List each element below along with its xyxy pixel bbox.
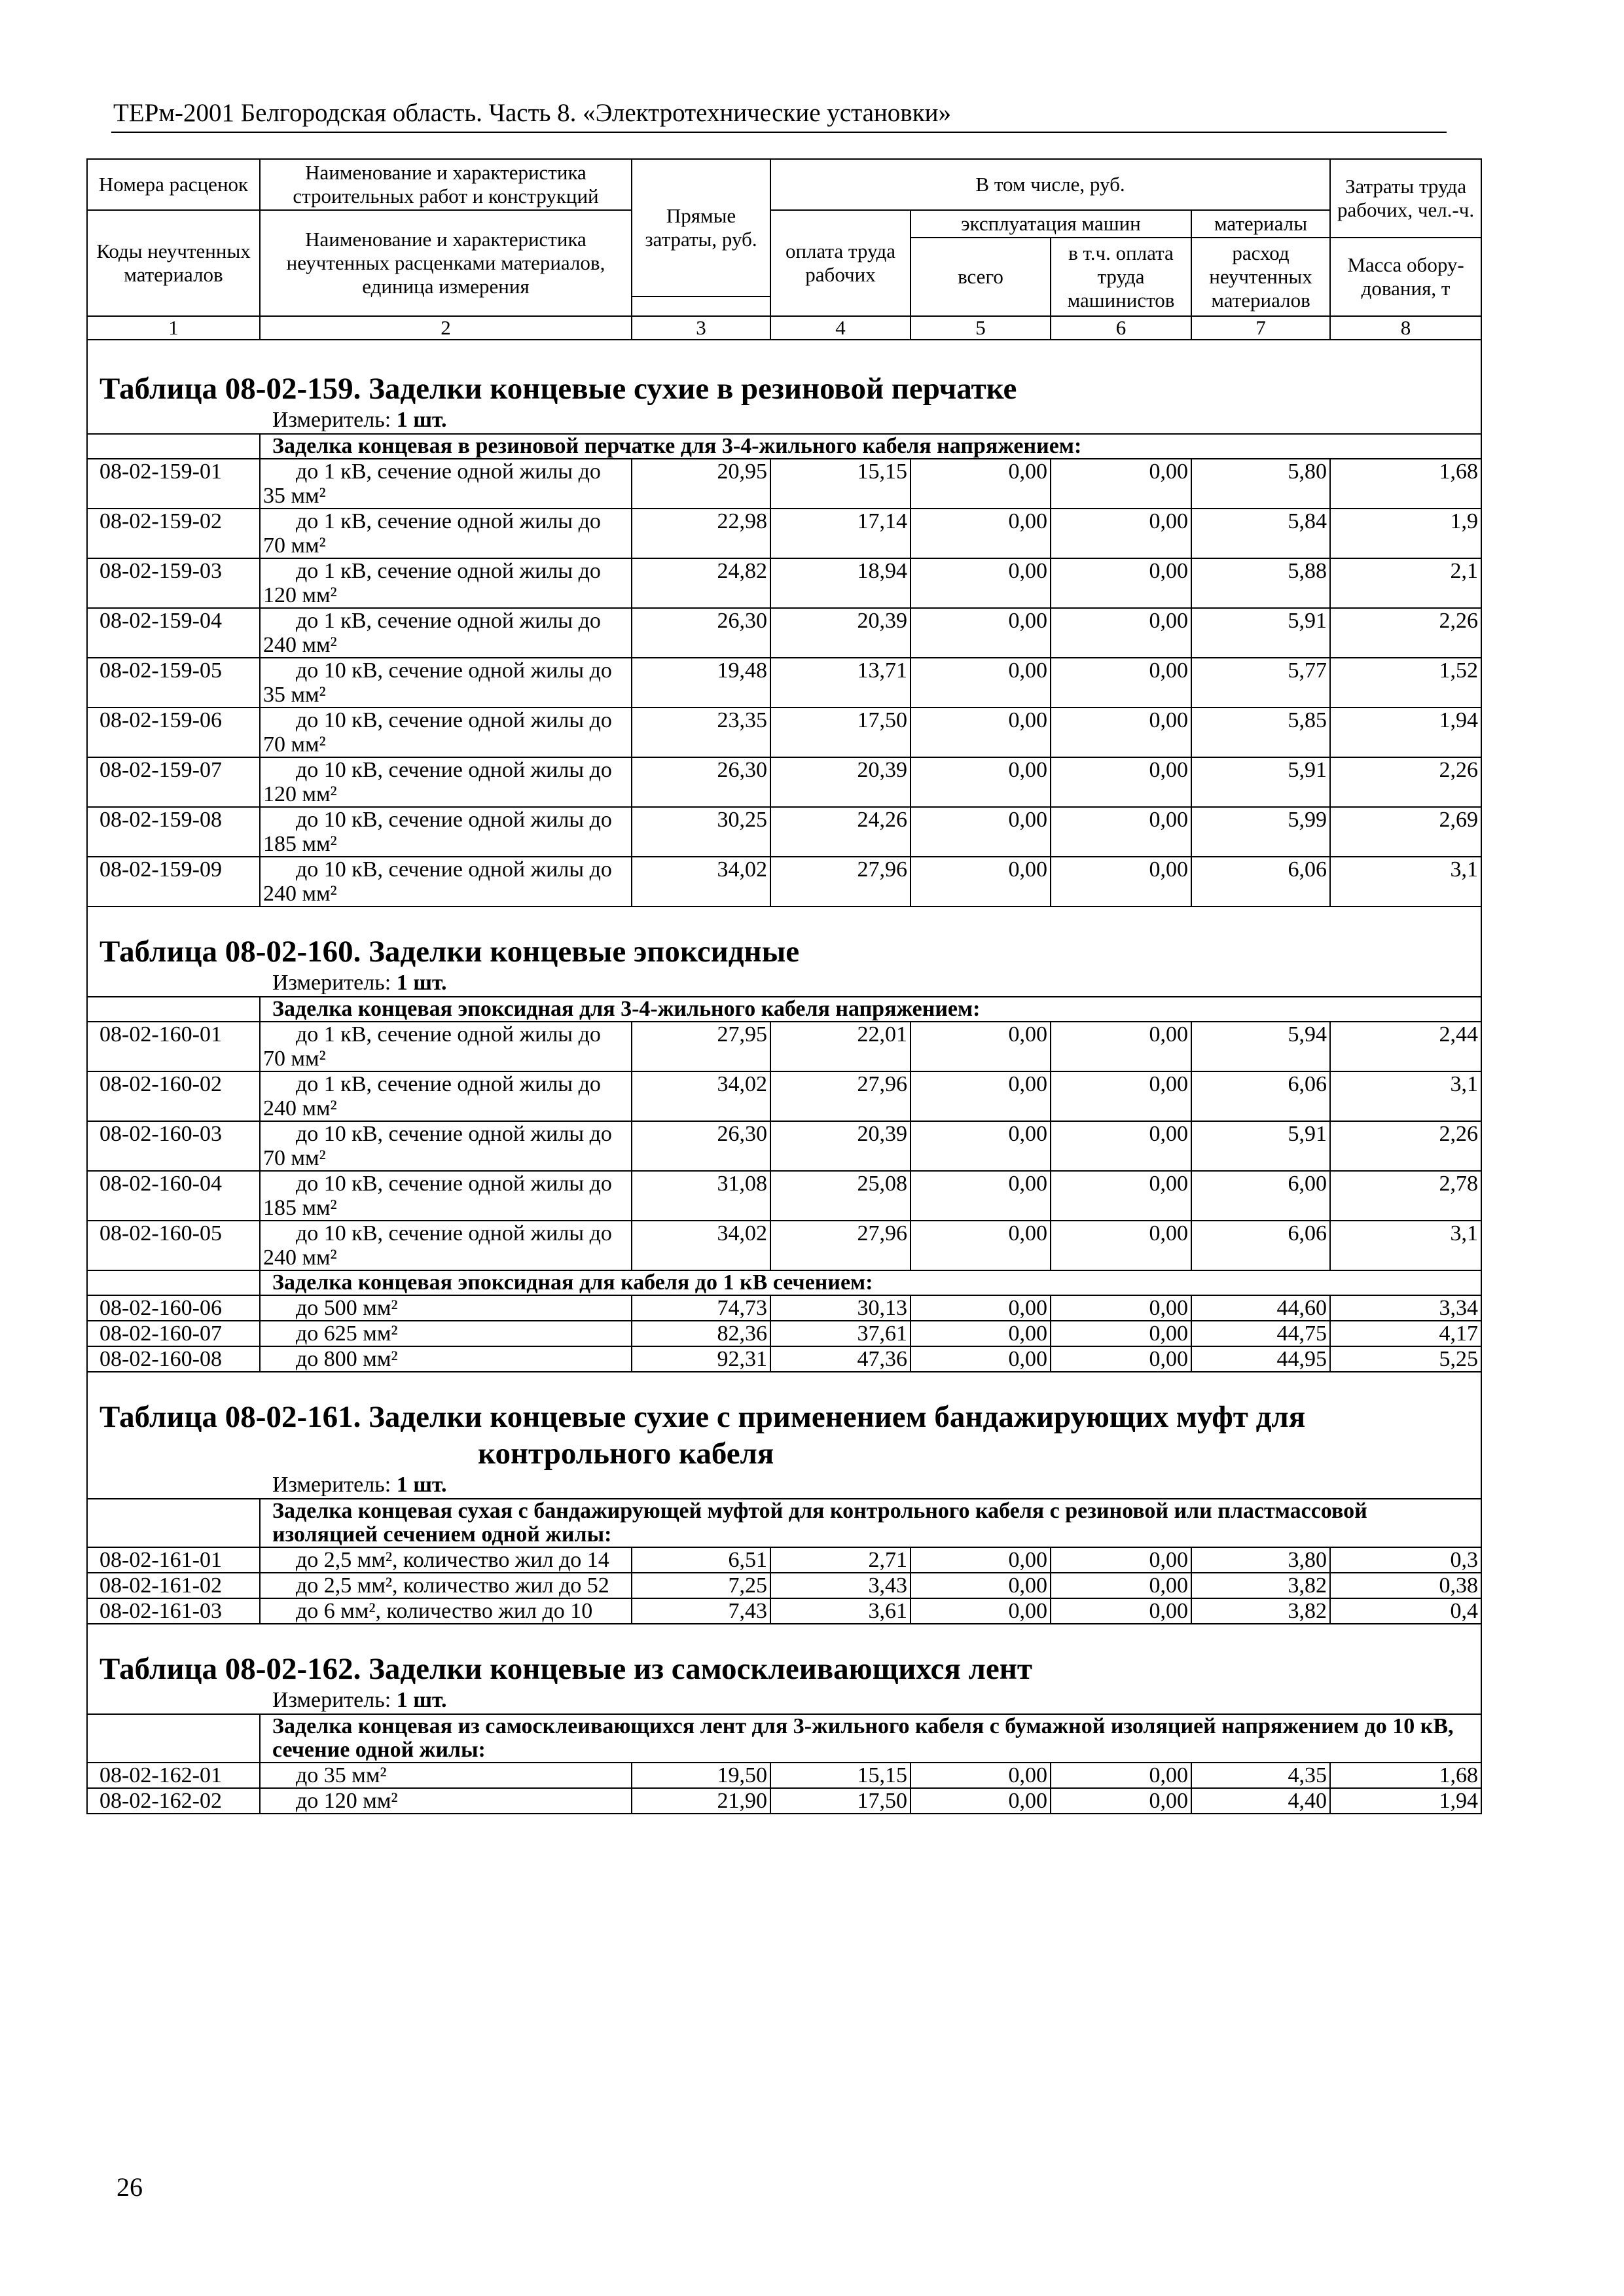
measure-unit-label: Измеритель: — [272, 408, 391, 432]
oplata-truda-value: 47,36 — [770, 1346, 911, 1372]
oplata-truda-value: 17,14 — [770, 509, 911, 558]
zatraty-truda-value: 3,1 — [1330, 1221, 1481, 1270]
zatraty-truda-value: 2,26 — [1330, 757, 1481, 807]
rashod-materialov-value: 4,35 — [1191, 1763, 1330, 1788]
rate-code: 08-02-160-08 — [87, 1346, 260, 1372]
oplata-mashinistov-value: 0,00 — [1051, 1788, 1191, 1814]
oplata-mashinistov-value: 0,00 — [1051, 1573, 1191, 1598]
ekspluataciya-vsego-value: 0,00 — [911, 1573, 1051, 1598]
work-name: до 10 кВ, сечение одной жилы до 185 мм² — [260, 1171, 632, 1221]
section-title-cell — [87, 1399, 1481, 1499]
oplata-truda-value: 15,15 — [770, 1763, 911, 1788]
rate-code: 08-02-160-03 — [87, 1121, 260, 1171]
rate-code: 08-02-159-01 — [87, 459, 260, 509]
group-row — [87, 1499, 1481, 1547]
table-row — [87, 1346, 1481, 1372]
group-code-cell — [87, 1270, 260, 1295]
oplata-truda-value: 17,50 — [770, 708, 911, 757]
col-number: 7 — [1191, 316, 1330, 340]
rashod-materialov-value: 6,00 — [1191, 1171, 1330, 1221]
ekspluataciya-vsego-value: 0,00 — [911, 1547, 1051, 1573]
zatraty-truda-value: 0,4 — [1330, 1598, 1481, 1624]
zatraty-truda-value: 2,26 — [1330, 1121, 1481, 1171]
table-row — [87, 1321, 1481, 1346]
table-row — [87, 1295, 1481, 1321]
zatraty-truda-value: 0,3 — [1330, 1547, 1481, 1573]
oplata-mashinistov-value: 0,00 — [1051, 807, 1191, 857]
section-spacer — [87, 1624, 1481, 1651]
work-name: до 120 мм² — [260, 1788, 632, 1814]
table-row — [87, 1573, 1481, 1598]
col-number: 8 — [1330, 316, 1481, 340]
rate-code: 08-02-160-01 — [87, 1022, 260, 1071]
oplata-truda-value: 3,61 — [770, 1598, 911, 1624]
rate-code: 08-02-159-05 — [87, 658, 260, 708]
rashod-materialov-value: 5,77 — [1191, 658, 1330, 708]
rate-code: 08-02-159-03 — [87, 558, 260, 608]
rate-code: 08-02-161-02 — [87, 1573, 260, 1598]
th-pryamye-zatraty: Прямые затраты, руб. — [632, 159, 770, 296]
pryamye-zatraty-value: 21,90 — [632, 1788, 770, 1814]
rashod-materialov-value: 5,88 — [1191, 558, 1330, 608]
rashod-materialov-value: 44,60 — [1191, 1295, 1330, 1321]
th-vsego: всего — [911, 238, 1051, 316]
ekspluataciya-vsego-value: 0,00 — [911, 1071, 1051, 1121]
ekspluataciya-vsego-value: 0,00 — [911, 1295, 1051, 1321]
zatraty-truda-value: 3,34 — [1330, 1295, 1481, 1321]
work-name: до 10 кВ, сечение одной жилы до 120 мм² — [260, 757, 632, 807]
th-zatraty-truda: Затраты труда рабочих, чел.-ч. — [1330, 159, 1481, 238]
work-name: до 800 мм² — [260, 1346, 632, 1372]
work-name: до 625 мм² — [260, 1321, 632, 1346]
oplata-truda-value: 37,61 — [770, 1321, 911, 1346]
group-code-cell — [87, 997, 260, 1022]
ekspluataciya-vsego-value: 0,00 — [911, 558, 1051, 608]
col-number: 2 — [260, 316, 632, 340]
work-name: до 500 мм² — [260, 1295, 632, 1321]
oplata-truda-value: 22,01 — [770, 1022, 911, 1071]
rashod-materialov-value: 4,40 — [1191, 1788, 1330, 1814]
group-subtitle: Заделка концевая в резиновой перчатке для 3-4-жильного кабеля напряжением: — [260, 434, 1481, 459]
pryamye-zatraty-value: 31,08 — [632, 1171, 770, 1221]
ekspluataciya-vsego-value: 0,00 — [911, 708, 1051, 757]
oplata-mashinistov-value: 0,00 — [1051, 558, 1191, 608]
oplata-mashinistov-value: 0,00 — [1051, 1346, 1191, 1372]
ekspluataciya-vsego-value: 0,00 — [911, 757, 1051, 807]
rate-code: 08-02-159-04 — [87, 608, 260, 658]
group-code-cell — [87, 1499, 260, 1547]
col-number: 6 — [1051, 316, 1191, 340]
group-subtitle: Заделка концевая эпоксидная для кабеля до 1 кВ сечением: — [260, 1270, 1481, 1295]
pryamye-zatraty-value: 92,31 — [632, 1346, 770, 1372]
oplata-truda-value: 30,13 — [770, 1295, 911, 1321]
work-name: до 10 кВ, сечение одной жилы до 240 мм² — [260, 1221, 632, 1270]
oplata-mashinistov-value: 0,00 — [1051, 1547, 1191, 1573]
oplata-mashinistov-value: 0,00 — [1051, 459, 1191, 509]
rashod-materialov-value: 5,91 — [1191, 757, 1330, 807]
section-title-line2: контрольного кабеля — [478, 1437, 774, 1471]
th-oplata-truda: оплата труда рабочих — [770, 210, 911, 316]
measure-unit — [88, 1687, 1481, 1713]
work-name: до 2,5 мм², количество жил до 14 — [260, 1547, 632, 1573]
table-row — [87, 757, 1481, 807]
th-kody: Коды неучтенных материалов — [87, 210, 260, 316]
ekspluataciya-vsego-value: 0,00 — [911, 1121, 1051, 1171]
rate-code: 08-02-159-07 — [87, 757, 260, 807]
zatraty-truda-value: 1,68 — [1330, 459, 1481, 509]
rashod-materialov-value: 44,75 — [1191, 1321, 1330, 1346]
col-number: 5 — [911, 316, 1051, 340]
table-row — [87, 1171, 1481, 1221]
pryamye-zatraty-value: 7,43 — [632, 1598, 770, 1624]
oplata-truda-value: 17,50 — [770, 1788, 911, 1814]
work-name: до 1 кВ, сечение одной жилы до 35 мм² — [260, 459, 632, 509]
section-title — [88, 933, 1481, 970]
pryamye-zatraty-value: 27,95 — [632, 1022, 770, 1071]
measure-unit-label: Измеритель: — [272, 1688, 391, 1712]
pryamye-zatraty-value: 24,82 — [632, 558, 770, 608]
oplata-mashinistov-value: 0,00 — [1051, 1022, 1191, 1071]
rate-code: 08-02-160-04 — [87, 1171, 260, 1221]
oplata-mashinistov-value: 0,00 — [1051, 708, 1191, 757]
group-subtitle: Заделка концевая из самосклеивающихся лент для 3-жильного кабеля с бумажной изоляцией напряжением до 10 кВ, сечение одной жилы: — [260, 1714, 1481, 1763]
table-row — [87, 1121, 1481, 1171]
pryamye-zatraty-value: 34,02 — [632, 1221, 770, 1270]
measure-unit-value: 1 шт. — [396, 1688, 447, 1712]
oplata-truda-value: 27,96 — [770, 857, 911, 906]
pryamye-zatraty-value: 23,35 — [632, 708, 770, 757]
oplata-truda-value: 15,15 — [770, 459, 911, 509]
group-row — [87, 1270, 1481, 1295]
pryamye-zatraty-value: 34,02 — [632, 1071, 770, 1121]
rashod-materialov-value: 3,80 — [1191, 1547, 1330, 1573]
section-title-cell — [87, 933, 1481, 997]
oplata-truda-value: 24,26 — [770, 807, 911, 857]
group-code-cell — [87, 434, 260, 459]
work-name: до 1 кВ, сечение одной жилы до 240 мм² — [260, 1071, 632, 1121]
ekspluataciya-vsego-value: 0,00 — [911, 459, 1051, 509]
group-subtitle: Заделка концевая эпоксидная для 3-4-жильного кабеля напряжением: — [260, 997, 1481, 1022]
oplata-truda-value: 20,39 — [770, 608, 911, 658]
ekspluataciya-vsego-value: 0,00 — [911, 658, 1051, 708]
oplata-mashinistov-value: 0,00 — [1051, 1071, 1191, 1121]
ekspluataciya-vsego-value: 0,00 — [911, 1171, 1051, 1221]
pryamye-zatraty-value: 82,36 — [632, 1321, 770, 1346]
pryamye-zatraty-value: 19,48 — [632, 658, 770, 708]
work-name: до 35 мм² — [260, 1763, 632, 1788]
work-name: до 10 кВ, сечение одной жилы до 240 мм² — [260, 857, 632, 906]
rate-code: 08-02-160-07 — [87, 1321, 260, 1346]
oplata-mashinistov-value: 0,00 — [1051, 857, 1191, 906]
oplata-mashinistov-value: 0,00 — [1051, 1763, 1191, 1788]
th-materialy: материалы — [1191, 210, 1330, 238]
table-row — [87, 658, 1481, 708]
ekspluataciya-vsego-value: 0,00 — [911, 1221, 1051, 1270]
work-name: до 10 кВ, сечение одной жилы до 70 мм² — [260, 1121, 632, 1171]
section-title-text: Таблица 08-02-159. Заделки концевые сухие в резиновой перчатке — [99, 372, 1017, 406]
rate-code: 08-02-161-01 — [87, 1547, 260, 1573]
section-spacer — [87, 906, 1481, 933]
section-title — [88, 1399, 1481, 1472]
work-name: до 1 кВ, сечение одной жилы до 70 мм² — [260, 509, 632, 558]
zatraty-truda-value: 1,94 — [1330, 1788, 1481, 1814]
section-title-text: Таблица 08-02-161. Заделки концевые сухие с применением бандажирующих муфт для — [99, 1400, 1306, 1434]
section-spacer — [87, 340, 1481, 370]
rashod-materialov-value: 6,06 — [1191, 1221, 1330, 1270]
pryamye-zatraty-value: 6,51 — [632, 1547, 770, 1573]
section-spacer — [87, 1372, 1481, 1399]
group-row — [87, 997, 1481, 1022]
rashod-materialov-value: 5,99 — [1191, 807, 1330, 857]
table-row — [87, 857, 1481, 906]
group-row — [87, 1714, 1481, 1763]
rashod-materialov-value: 44,95 — [1191, 1346, 1330, 1372]
table-row — [87, 1547, 1481, 1573]
th-naim-materialov: Наименование и характеристика неучтенных расценками материалов, единица измерения — [260, 210, 632, 316]
rashod-materialov-value: 3,82 — [1191, 1573, 1330, 1598]
table-row — [87, 1022, 1481, 1071]
th-naim-rabot: Наименование и характеристика строительных работ и конструкций — [260, 159, 632, 210]
zatraty-truda-value: 4,17 — [1330, 1321, 1481, 1346]
rate-code: 08-02-160-06 — [87, 1295, 260, 1321]
table-row — [87, 1763, 1481, 1788]
rate-code: 08-02-161-03 — [87, 1598, 260, 1624]
rate-code: 08-02-159-09 — [87, 857, 260, 906]
rate-code: 08-02-162-02 — [87, 1788, 260, 1814]
group-subtitle: Заделка концевая сухая с бандажирующей муфтой для контрольного кабеля с резиновой или пластмассовой изоляцией сечением одной жилы: — [260, 1499, 1481, 1547]
th-rashod: расход неучтенных материалов — [1191, 238, 1330, 316]
oplata-truda-value: 20,39 — [770, 757, 911, 807]
ekspluataciya-vsego-value: 0,00 — [911, 1022, 1051, 1071]
oplata-mashinistov-value: 0,00 — [1051, 1321, 1191, 1346]
zatraty-truda-value: 2,1 — [1330, 558, 1481, 608]
zatraty-truda-value: 3,1 — [1330, 857, 1481, 906]
section-title-text: Таблица 08-02-160. Заделки концевые эпоксидные — [99, 935, 800, 969]
rashod-materialov-value: 6,06 — [1191, 1071, 1330, 1121]
measure-unit-label: Измеритель: — [272, 1473, 391, 1497]
oplata-truda-value: 13,71 — [770, 658, 911, 708]
estimate-table — [86, 158, 1482, 1814]
oplata-mashinistov-value: 0,00 — [1051, 1121, 1191, 1171]
oplata-mashinistov-value: 0,00 — [1051, 1295, 1191, 1321]
table-row — [87, 807, 1481, 857]
zatraty-truda-value: 1,68 — [1330, 1763, 1481, 1788]
rashod-materialov-value: 5,91 — [1191, 608, 1330, 658]
table-row — [87, 459, 1481, 509]
work-name: до 6 мм², количество жил до 10 — [260, 1598, 632, 1624]
oplata-mashinistov-value: 0,00 — [1051, 1598, 1191, 1624]
measure-unit-value: 1 шт. — [396, 1473, 447, 1497]
th-nomera-rascenok: Номера расценок — [87, 159, 260, 210]
table-row — [87, 1071, 1481, 1121]
col-number: 3 — [632, 316, 770, 340]
rate-code: 08-02-159-02 — [87, 509, 260, 558]
pryamye-zatraty-value: 26,30 — [632, 757, 770, 807]
zatraty-truda-value: 3,1 — [1330, 1071, 1481, 1121]
work-name: до 2,5 мм², количество жил до 52 — [260, 1573, 632, 1598]
ekspluataciya-vsego-value: 0,00 — [911, 807, 1051, 857]
oplata-truda-value: 18,94 — [770, 558, 911, 608]
measure-unit-label: Измеритель: — [272, 971, 391, 995]
table-row — [87, 608, 1481, 658]
measure-unit — [88, 1472, 1481, 1498]
table-row — [87, 558, 1481, 608]
measure-unit-value: 1 шт. — [396, 408, 447, 432]
section-title-text: Таблица 08-02-162. Заделки концевые из самосклеивающихся лент — [99, 1652, 1032, 1686]
ekspluataciya-vsego-value: 0,00 — [911, 509, 1051, 558]
ekspluataciya-vsego-value: 0,00 — [911, 1788, 1051, 1814]
th-massa: Масса обору-дования, т — [1330, 238, 1481, 316]
rate-code: 08-02-160-02 — [87, 1071, 260, 1121]
work-name: до 10 кВ, сечение одной жилы до 185 мм² — [260, 807, 632, 857]
rashod-materialov-value: 5,84 — [1191, 509, 1330, 558]
oplata-mashinistov-value: 0,00 — [1051, 509, 1191, 558]
table-row — [87, 1598, 1481, 1624]
zatraty-truda-value: 2,78 — [1330, 1171, 1481, 1221]
group-row — [87, 434, 1481, 459]
oplata-mashinistov-value: 0,00 — [1051, 1221, 1191, 1270]
ekspluataciya-vsego-value: 0,00 — [911, 1598, 1051, 1624]
pryamye-zatraty-value: 74,73 — [632, 1295, 770, 1321]
zatraty-truda-value: 1,94 — [1330, 708, 1481, 757]
ekspluataciya-vsego-value: 0,00 — [911, 608, 1051, 658]
rashod-materialov-value: 5,85 — [1191, 708, 1330, 757]
pryamye-zatraty-value: 22,98 — [632, 509, 770, 558]
col-number: 1 — [87, 316, 260, 340]
measure-unit — [88, 407, 1481, 433]
zatraty-truda-value: 0,38 — [1330, 1573, 1481, 1598]
rate-code: 08-02-159-08 — [87, 807, 260, 857]
rashod-materialov-value: 3,82 — [1191, 1598, 1330, 1624]
rashod-materialov-value: 6,06 — [1191, 857, 1330, 906]
pryamye-zatraty-value: 26,30 — [632, 1121, 770, 1171]
table-row — [87, 1788, 1481, 1814]
section-title — [88, 1651, 1481, 1687]
oplata-truda-value: 27,96 — [770, 1221, 911, 1270]
ekspluataciya-vsego-value: 0,00 — [911, 1346, 1051, 1372]
oplata-truda-value: 25,08 — [770, 1171, 911, 1221]
section-title-cell — [87, 370, 1481, 434]
ekspluataciya-vsego-value: 0,00 — [911, 1763, 1051, 1788]
pryamye-zatraty-value: 19,50 — [632, 1763, 770, 1788]
rate-code: 08-02-159-06 — [87, 708, 260, 757]
oplata-mashinistov-value: 0,00 — [1051, 1171, 1191, 1221]
table-row — [87, 708, 1481, 757]
rate-code: 08-02-160-05 — [87, 1221, 260, 1270]
measure-unit-value: 1 шт. — [396, 971, 447, 995]
work-name: до 1 кВ, сечение одной жилы до 120 мм² — [260, 558, 632, 608]
work-name: до 1 кВ, сечение одной жилы до 70 мм² — [260, 1022, 632, 1071]
section-title-cell — [87, 1651, 1481, 1714]
oplata-truda-value: 3,43 — [770, 1573, 911, 1598]
rate-code: 08-02-162-01 — [87, 1763, 260, 1788]
work-name: до 10 кВ, сечение одной жилы до 70 мм² — [260, 708, 632, 757]
table-row — [87, 509, 1481, 558]
running-header: ТЕРм-2001 Белгородская область. Часть 8. «Электротехнические установки» — [113, 99, 952, 127]
ekspluataciya-vsego-value: 0,00 — [911, 1321, 1051, 1346]
th-ekspluataciya-mashin: эксплуатация машин — [911, 210, 1191, 238]
oplata-truda-value: 2,71 — [770, 1547, 911, 1573]
oplata-mashinistov-value: 0,00 — [1051, 608, 1191, 658]
ekspluataciya-vsego-value: 0,00 — [911, 857, 1051, 906]
pryamye-zatraty-value: 7,25 — [632, 1573, 770, 1598]
zatraty-truda-value: 1,52 — [1330, 658, 1481, 708]
col-number: 4 — [770, 316, 911, 340]
section-title — [88, 370, 1481, 407]
zatraty-truda-value: 2,44 — [1330, 1022, 1481, 1071]
oplata-mashinistov-value: 0,00 — [1051, 658, 1191, 708]
work-name: до 1 кВ, сечение одной жилы до 240 мм² — [260, 608, 632, 658]
th-pryamye-spacer — [632, 296, 770, 316]
table-row — [87, 1221, 1481, 1270]
pryamye-zatraty-value: 20,95 — [632, 459, 770, 509]
th-vtch-oplata: в т.ч. оплата труда машинистов — [1051, 238, 1191, 316]
zatraty-truda-value: 2,69 — [1330, 807, 1481, 857]
pryamye-zatraty-value: 26,30 — [632, 608, 770, 658]
page-number: 26 — [117, 2172, 143, 2202]
oplata-mashinistov-value: 0,00 — [1051, 757, 1191, 807]
measure-unit — [88, 970, 1481, 996]
zatraty-truda-value: 2,26 — [1330, 608, 1481, 658]
header-rule — [111, 132, 1447, 133]
oplata-truda-value: 20,39 — [770, 1121, 911, 1171]
rashod-materialov-value: 5,94 — [1191, 1022, 1330, 1071]
rashod-materialov-value: 5,80 — [1191, 459, 1330, 509]
rashod-materialov-value: 5,91 — [1191, 1121, 1330, 1171]
group-code-cell — [87, 1714, 260, 1763]
pryamye-zatraty-value: 30,25 — [632, 807, 770, 857]
work-name: до 10 кВ, сечение одной жилы до 35 мм² — [260, 658, 632, 708]
pryamye-zatraty-value: 34,02 — [632, 857, 770, 906]
zatraty-truda-value: 5,25 — [1330, 1346, 1481, 1372]
oplata-truda-value: 27,96 — [770, 1071, 911, 1121]
zatraty-truda-value: 1,9 — [1330, 509, 1481, 558]
th-v-tom-chisle: В том числе, руб. — [770, 159, 1330, 210]
